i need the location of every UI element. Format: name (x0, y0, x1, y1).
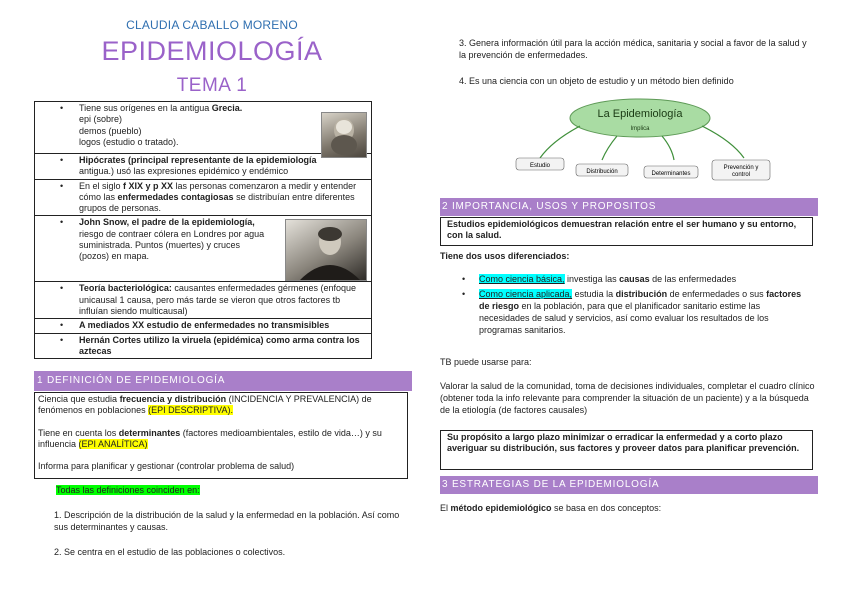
svg-text:Prevención y: Prevención y (723, 165, 759, 171)
svg-text:Distribución: Distribución (586, 169, 618, 175)
history-row-snow: • John Snow, el padre de la epidemiología, riesgo de contraer cólera en Londres por agua suministrada. Puntos (muertes) y cruces (pozos) en mapa. (35, 216, 371, 282)
history-table (34, 101, 372, 359)
svg-text:Estudio: Estudio (529, 163, 551, 169)
hippocrates-portrait (321, 112, 367, 158)
value-paragraph: Valorar la salud de la comunidad, toma de decisiones individuales, completar el cuadro clínico (obtener toda la info relevante para comprender la situación de un paciente) y a la búsqueda de la etiología (de factores causales) (440, 381, 815, 415)
diagram-center-label: La Epidemiología (597, 108, 683, 120)
definition-point-4: 4. Es una ciencia con un objeto de estudio y un método bien definido (459, 76, 734, 86)
history-row-hippocrates: • Hipócrates (principal representante de la epidemiología antigua.) usó las expresiones epidémico y endémico (35, 154, 371, 180)
history-row-greece: • Tiene sus orígenes en la antigua Grecia. epi (sobre) demos (pueblo) logos (estudio o tratado). (35, 102, 371, 154)
two-uses-label: Tiene dos usos diferenciados: (440, 251, 570, 261)
epidemiology-diagram (512, 96, 774, 188)
history-row-bacteria: • Teoría bacteriológica: causantes enfermedades gérmenes (enfoque unicausal 1 causa, pero más tarde se vieron que otros factores tb influían siendo multicausal) (35, 282, 371, 319)
relation-box: Estudios epidemiológicos demuestran relación entre el ser humano y su entorno, con la salud. (440, 217, 813, 246)
tb-label: TB puede usarse para: (440, 357, 532, 367)
history-row-cortes: • Hernán Cortes utilizo la viruela (epidémica) como arma contra los aztecas (60, 334, 360, 356)
definition-point-1: 1. Descripción de la distribución de la salud y la enfermedad en la población. Así como sus determinantes y causas. (54, 510, 400, 532)
john-snow-portrait (285, 219, 367, 281)
definition-box: Ciencia que estudia frecuencia y distribución (INCIDENCIA Y PREVALENCIA) de fenómenos en poblaciones (EPI DESCRIPTIVA). Tiene en cuenta los determinantes (factores medioambientales, estilo de vida…) y su influencia (EPI ANALÍTICA) Informa para planificar y gestionar (controlar problema de salud) (34, 392, 408, 479)
method-paragraph: El método epidemiológico se basa en dos conceptos: (440, 503, 662, 513)
definition-point-2: 2. Se centra en el estudio de las poblaciones o colectivos. (54, 547, 286, 557)
svg-text:control: control (731, 172, 751, 178)
section-2-heading: 2 IMPORTANCIA, USOS Y PROPOSITOS (440, 198, 818, 216)
coincide-label: Todas las definiciones coinciden en: (56, 485, 200, 495)
document-title: EPIDEMIOLOGÍA (101, 36, 323, 66)
section-1-heading: 1 DEFINICIÓN DE EPIDEMIOLOGÍA (34, 371, 412, 391)
diagram-implica-label: Implica (630, 126, 650, 132)
purpose-box: Su propósito a largo plazo minimizar o erradicar la enfermedad y a corto plazo averiguar su distribución, sus factores y proveer datos para planificar prevención. (440, 430, 813, 470)
author-name: CLAUDIA CABALLO MORENO (126, 18, 298, 32)
document-subtitle: TEMA 1 (176, 75, 248, 96)
use-applied: • Como ciencia aplicada, estudia la distribución de enfermedades o sus factores de riesgo en la población, para que el planificador sanitario estime las necesidades de salud y servicios, así como evaluar los resultados de los programas sanitarios. (462, 289, 802, 335)
history-row-xix: • En el siglo f XIX y p XX las personas comenzaron a medir y entender cómo las enfermedades contagiosas se distribuían entre diferentes grupos de personas. (35, 180, 371, 217)
svg-text:Determinantes: Determinantes (651, 171, 691, 177)
section-3-heading: 3 ESTRATEGIAS DE LA EPIDEMIOLOGÍA (440, 476, 818, 494)
use-basic: • Como ciencia básica, investiga las causas de las enfermedades (462, 274, 737, 284)
history-row-mid20: • A mediados XX estudio de enfermedades no transmisibles (35, 319, 371, 333)
definition-point-3: 3. Genera información útil para la acción médica, sanitaria y social a favor de la salud y la prevención de enfermedades. (459, 38, 807, 60)
